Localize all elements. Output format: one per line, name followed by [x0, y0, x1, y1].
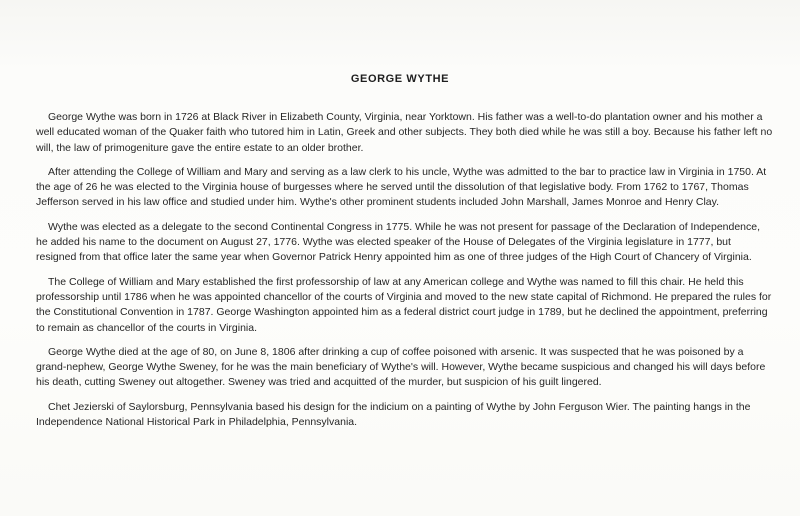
paragraph-early-life: George Wythe was born in 1726 at Black River in Elizabeth County, Virginia, near Yorktown. His father was a well-to-do plantation owner and his mother a well educated woman of the Quaker faith who tutored him in Latin, Greek and other subjects. They both died while he was still a boy. Because his father left no will, the law of primogeniture gave the entire estate to an older brother. — [36, 111, 773, 154]
paragraph-stamp-design: Chet Jezierski of Saylorsburg, Pennsylvania based his design for the indicium on a painting of Wythe by John Ferguson Wier. The painting hangs in the Independence National Historical Park in Philadelphia, Pennsylvania. — [36, 400, 751, 429]
paragraph-law-career: After attending the College of William and Mary and serving as a law clerk to his uncle, Wythe was admitted to the bar to practice law in Virginia in 1750. At the age of 26 he was elected to the Virginia house of burgesses where he served until the dissolution of that legislative body. From 1762 to 1767, Thomas Jefferson served in his law office and studied under him. Wythe's other prominent students included John Marshall, James Monroe and Henry Clay. — [36, 165, 767, 209]
document-title: GEORGE WYTHE — [350, 73, 450, 85]
paragraph-death: George Wythe died at the age of 80, on June 8, 1806 after drinking a cup of coffee poisoned with arsenic. It was suspected that he was poisoned by a grand-nephew, George Wythe Sweney, for he was the main beneficiary of Wythe's will. However, Wythe became suspicious and changed his will days before his death, cutting Sweney out altogether. Sweney was tried and acquitted of the murder, but suspicion of his guilt lingered. — [36, 345, 766, 389]
document-body — [36, 110, 774, 439]
paragraph-professorship: The College of William and Mary established the first professorship of law at any American college and Wythe was named to fill this chair. He held this professorship until 1786 when he was appointed chancellor of the courts of Virginia and moved to the new state capital of Richmond. He prepared the rules for the Constitutional Convention in 1787. George Washington appointed him as a federal district court judge in 1789, but he declined the appointment, preferring to remain as chancellor of the courts in Virginia. — [36, 275, 772, 334]
paragraph-continental-congress: Wythe was elected as a delegate to the second Continental Congress in 1775. While he was not present for passage of the Declaration of Independence, he added his name to the document on August 27, 1776. Wythe was elected speaker of the House of Delegates of the Virginia legislature in 1777, but resigned from that office later the same year when Governor Patrick Henry appointed him as one of three judges of the High Court of Chancery of Virginia. — [36, 220, 761, 264]
